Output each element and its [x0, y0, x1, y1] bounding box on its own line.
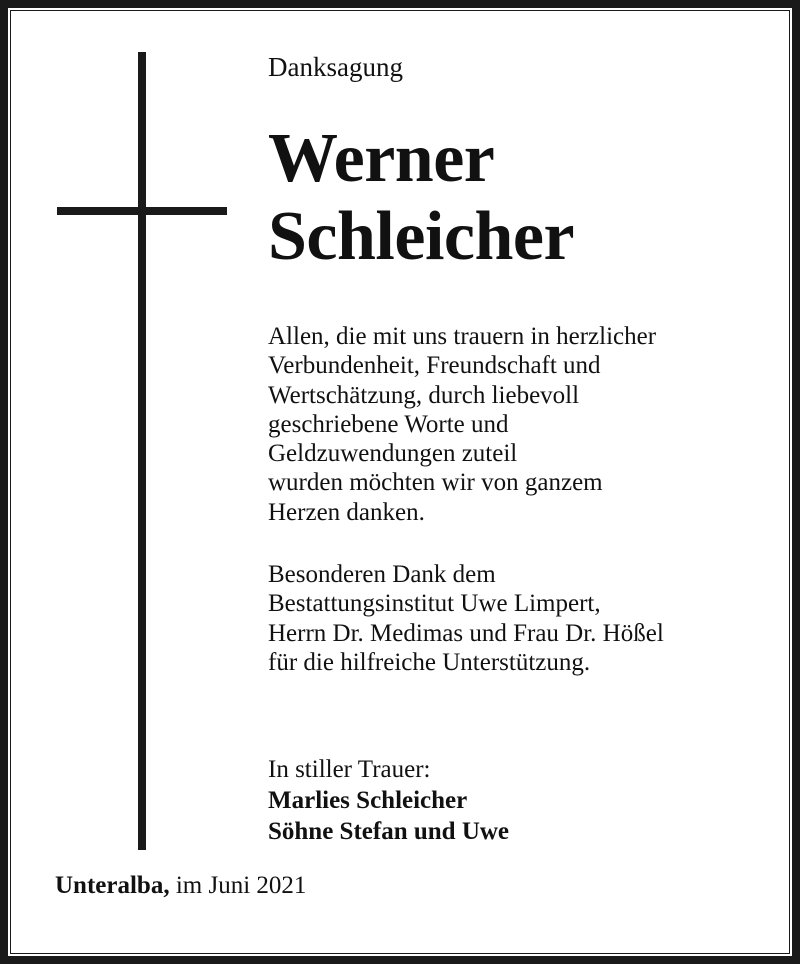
text-line: Bestattungsinstitut Uwe Limpert, — [268, 590, 601, 618]
special-thanks-paragraph — [268, 560, 664, 677]
text-line: Besonderen Dank dem — [268, 561, 496, 588]
deceased-name — [268, 120, 574, 276]
deceased-first-name: Werner — [268, 120, 495, 197]
date-text: im Juni 2021 — [175, 872, 307, 899]
deceased-last-name: Schleicher — [268, 198, 575, 275]
text-line: Geldzuwendungen zuteil — [268, 440, 518, 468]
signer-name: Marlies Schleicher — [268, 787, 468, 814]
mourning-block — [268, 754, 509, 847]
text-line: für die hilfreiche Unterstützung. — [268, 648, 591, 676]
notice-heading: Danksagung — [268, 52, 403, 82]
cross-horizontal-beam — [57, 207, 227, 215]
thanks-paragraph — [268, 322, 656, 527]
text-line: Allen, die mit uns trauern in herzlicher — [268, 323, 657, 350]
text-line: Verbundenheit, Freundschaft und — [268, 352, 601, 380]
cross-vertical-beam — [138, 52, 146, 850]
text-line: Wertschätzung, durch liebevoll — [268, 381, 580, 409]
place-name: Unteralba, — [55, 872, 170, 899]
mourning-intro: In stiller Trauer: — [268, 756, 431, 783]
place-date-line — [55, 870, 306, 901]
text-line: geschriebene Worte und — [268, 410, 509, 438]
text-line: wurden möchten wir von ganzem — [268, 469, 603, 497]
text-line: Herrn Dr. Medimas und Frau Dr. Hößel — [268, 619, 664, 647]
signer-name: Söhne Stefan und Uwe — [268, 818, 510, 845]
text-line: Herzen danken. — [268, 498, 425, 526]
